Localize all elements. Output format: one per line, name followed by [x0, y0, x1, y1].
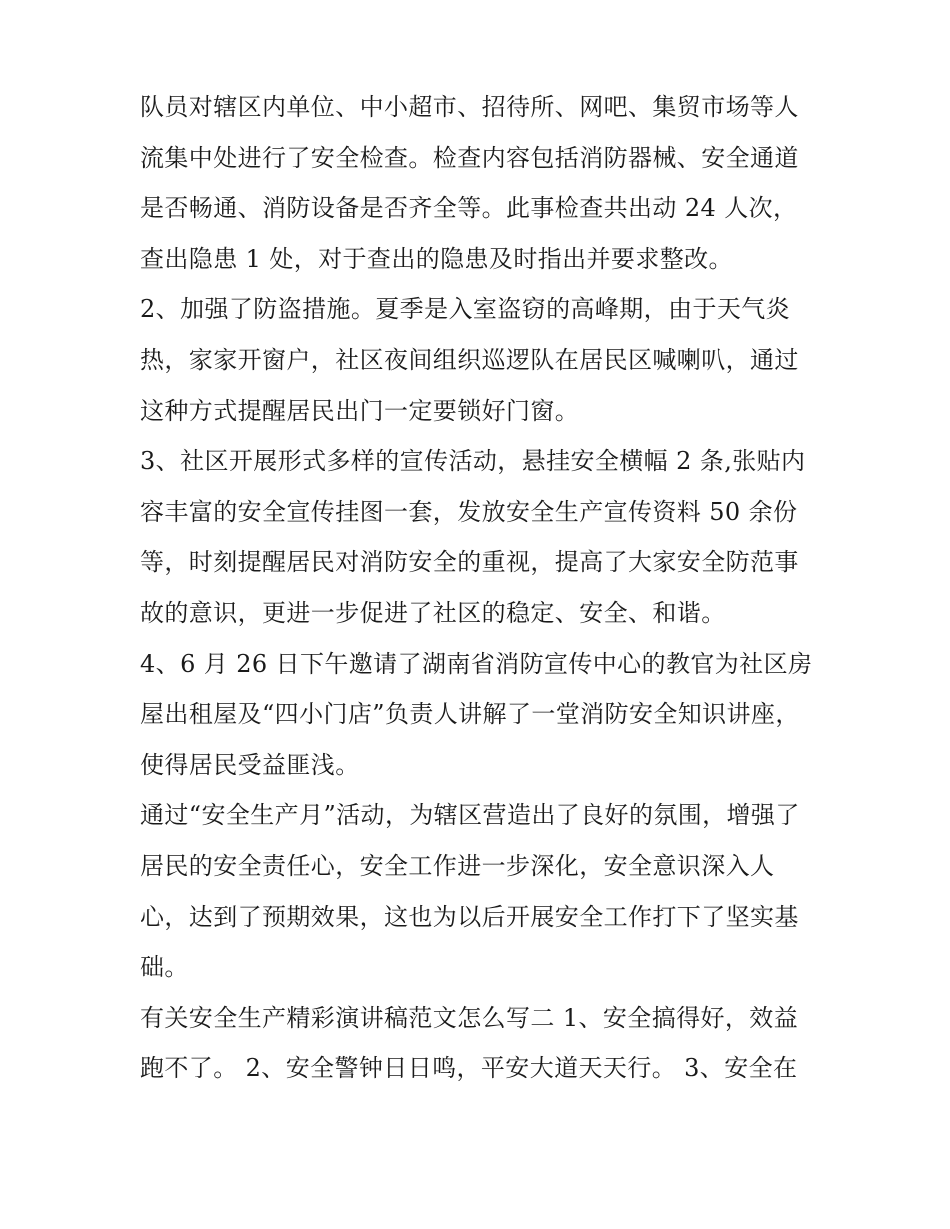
text-line: 通过“安全生产月”活动，为辖区营造出了良好的氛围，增强了	[140, 801, 800, 830]
text-line: 使得居民受益匪浅。	[140, 750, 360, 779]
text-line: 心，达到了预期效果，这也为以后开展安全工作打下了坚实基	[140, 902, 799, 931]
text-line: 4、6 月 26 日下午邀请了湖南省消防宣传中心的教官为社区房	[140, 649, 813, 678]
text-line: 2、加强了防盗措施。夏季是入室盗窃的高峰期，由于天气炎	[140, 295, 791, 324]
text-line: 故的意识，更进一步促进了社区的稳定、安全、和谐。	[140, 598, 726, 627]
text-line: 础。	[140, 953, 189, 982]
text-line: 队员对辖区内单位、中小超市、招待所、网吧、集贸市场等人	[140, 93, 799, 121]
text-line: 跑不了。 2、安全警钟日日鸣，平安大道天天行。 3、安全在	[140, 1054, 798, 1083]
document-body	[140, 82, 816, 1094]
text-line: 查出隐患 1 处，对于查出的隐患及时指出并要求整改。	[140, 244, 733, 273]
text-line: 3、社区开展形式多样的宣传活动，悬挂安全横幅 2 条,张贴内	[140, 447, 806, 476]
text-line: 等，时刻提醒居民对消防安全的重视，提高了大家安全防范事	[140, 548, 799, 577]
text-line: 是否畅通、消防设备是否齐全等。此事检查共出动 24 人次，	[140, 194, 798, 223]
text-line: 热，家家开窗户，社区夜间组织巡逻队在居民区喊喇叭，通过	[140, 345, 799, 374]
text-line: 居民的安全责任心，安全工作进一步深化，安全意识深入人	[140, 851, 775, 880]
text-line: 屋出租屋及“四小门店”负责人讲解了一堂消防安全知识讲座，	[140, 700, 800, 729]
text-line: 有关安全生产精彩演讲稿范文怎么写二 1、安全搞得好，效益	[140, 1003, 799, 1032]
text-line: 这种方式提醒居民出门一定要锁好门窗。	[140, 396, 580, 425]
text-line: 流集中处进行了安全检查。检查内容包括消防器械、安全通道	[140, 143, 799, 172]
text-line: 容丰富的安全宣传挂图一套，发放安全生产宣传资料 50 余份	[140, 497, 798, 526]
